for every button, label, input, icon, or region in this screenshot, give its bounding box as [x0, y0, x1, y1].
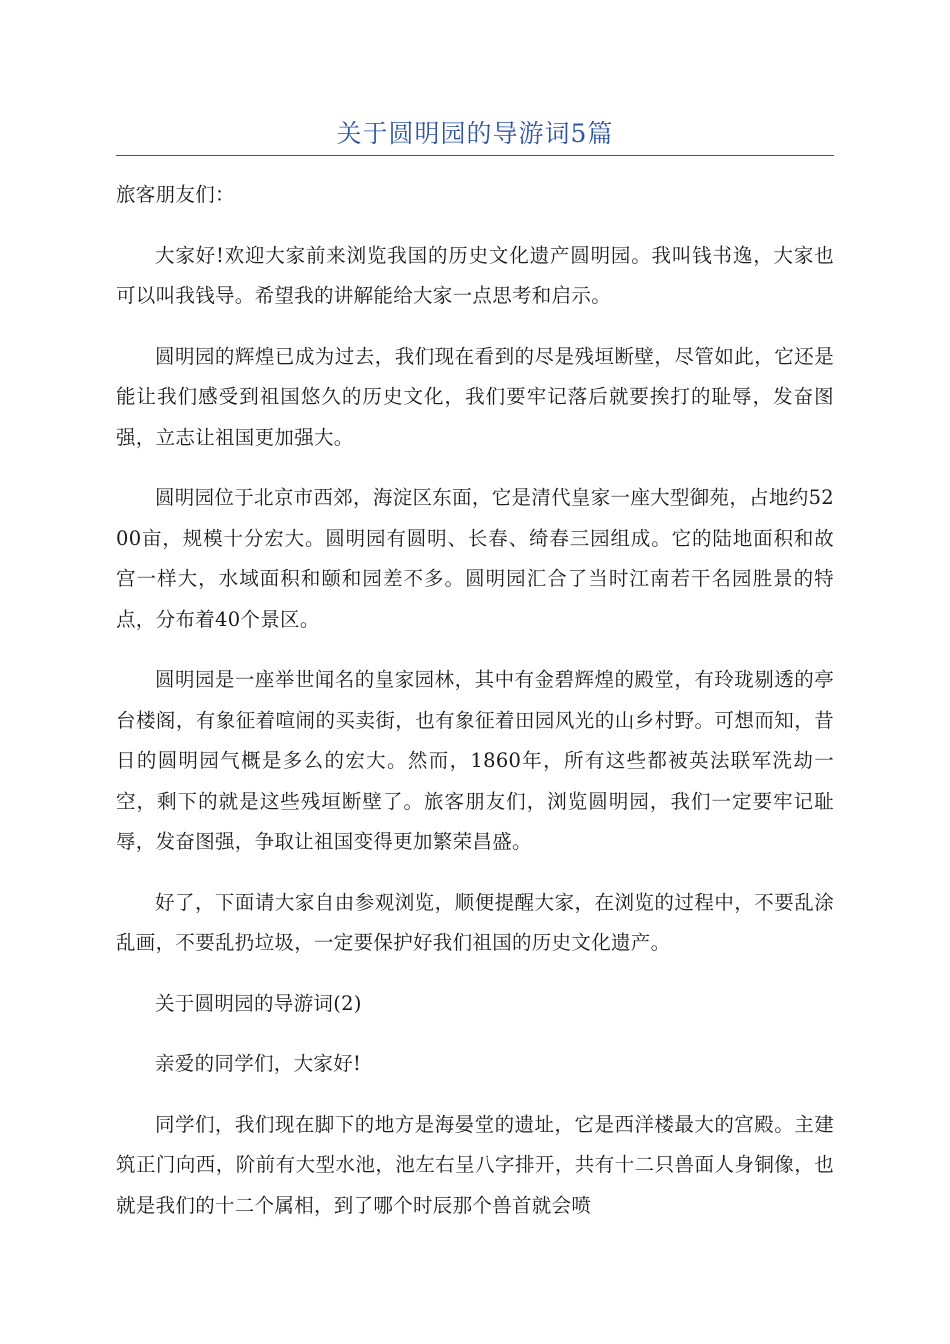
title-underline	[116, 155, 834, 156]
paragraph-location: 圆明园位于北京市西郊，海淀区东面，它是清代皇家一座大型御苑，占地约5200亩，规模十分宏大。圆明园有圆明、长春、绮春三园组成。它的陆地面积和故宫一样大，水域面积和颐和园差不多。圆明园汇合了当时江南若干名园胜景的特点，分布着40个景区。	[116, 486, 834, 631]
paragraph-reminder: 好了，下面请大家自由参观浏览，顺便提醒大家，在浏览的过程中，不要乱涂乱画，不要乱扔垃圾，一定要保护好我们祖国的历史文化遗产。	[116, 890, 834, 954]
paragraph-garden: 圆明园是一座举世闻名的皇家园林，其中有金碧辉煌的殿堂，有玲珑剔透的亭台楼阁，有象征着喧闹的买卖街，也有象征着田园风光的山乡村野。可想而知，昔日的圆明园气概是多么的宏大。然而，1860年，所有这些都被英法联军洗劫一空，剩下的就是这些残垣断壁了。旅客朋友们，浏览圆明园，我们一定要牢记耻辱，发奋图强，争取让祖国变得更加繁荣昌盛。	[116, 668, 834, 853]
paragraph-haiyantang: 同学们，我们现在脚下的地方是海晏堂的遗址，它是西洋楼最大的宫殿。主建筑正门向西，阶前有大型水池，池左右呈八字排开，共有十二只兽面人身铜像，也就是我们的十二个属相，到了哪个时辰那个兽首就会喷	[116, 1112, 834, 1217]
document-title: 关于圆明园的导游词5篇	[336, 119, 614, 148]
paragraph-greeting-2: 亲爱的同学们，大家好!	[155, 1052, 362, 1075]
paragraph-section-heading: 关于圆明园的导游词(2)	[155, 991, 362, 1015]
paragraph-welcome: 大家好!欢迎大家前来浏览我国的历史文化遗产圆明园。我叫钱书逸，大家也可以叫我钱导。希望我的讲解能给大家一点思考和启示。	[116, 243, 834, 307]
document-body	[116, 175, 834, 1246]
paragraph-greeting: 旅客朋友们：	[116, 183, 235, 206]
paragraph-history: 圆明园的辉煌已成为过去，我们现在看到的尽是残垣断壁，尽管如此，它还是能让我们感受到祖国悠久的历史文化，我们要牢记落后就要挨打的耻辱，发奋图强，立志让祖国更加强大。	[116, 344, 834, 449]
